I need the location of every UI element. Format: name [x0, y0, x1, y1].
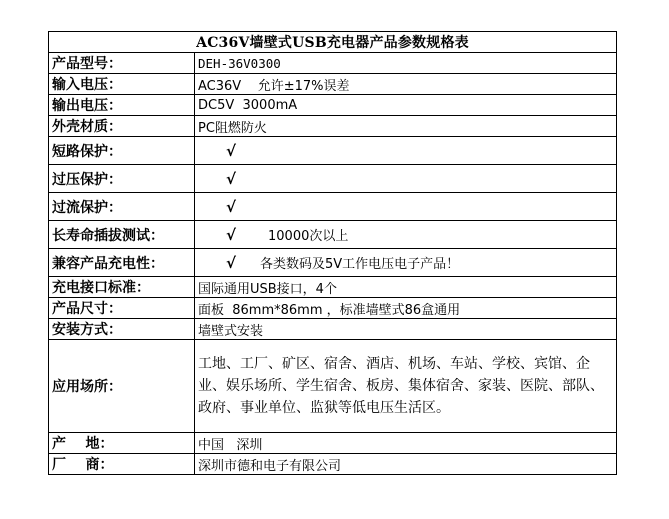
value-installation: 墙壁式安装: [195, 319, 617, 340]
check-mark-icon: √: [226, 254, 237, 272]
value-input-voltage-text: AC36V 允许±17%误差: [198, 78, 350, 94]
plug-life-test-text: 10000次以上: [268, 229, 349, 244]
value-short-circuit: [195, 137, 617, 165]
value-port-standard: 国际通用USB接口，4个: [195, 277, 617, 298]
table-row: [49, 53, 617, 74]
table-title: AC36V墙壁式USB充电器产品参数规格表: [49, 32, 617, 53]
table-row: [49, 116, 617, 137]
label-manufacturer: [49, 454, 195, 475]
check-mark-icon: √: [226, 226, 237, 244]
value-output-voltage: [195, 95, 617, 116]
spec-table: [48, 31, 617, 475]
value-dimensions-text: 面板 86mm*86mm ，标准墙壁式86盒通用: [198, 302, 461, 318]
value-output-voltage-text: DC5V 3000mA: [198, 97, 298, 113]
label-manufacturer-text: 厂 商：: [52, 457, 114, 473]
label-plug-life-test: 长寿命插拔测试：: [49, 221, 195, 249]
table-row: [49, 137, 617, 165]
label-output-voltage: 输出电压：: [49, 95, 195, 116]
table-row: [49, 165, 617, 193]
value-manufacturer: 深圳市德和电子有限公司: [195, 454, 617, 475]
table-row: [49, 95, 617, 116]
table-row: [49, 298, 617, 319]
table-row: [49, 340, 617, 433]
check-mark-icon: √: [226, 197, 237, 216]
table-row: [49, 319, 617, 340]
value-input-voltage: [195, 74, 617, 95]
value-housing-material: PC阻燃防火: [195, 116, 617, 137]
label-input-voltage: 输入电压：: [49, 74, 195, 95]
table-row: [49, 454, 617, 475]
check-mark-icon: √: [226, 169, 237, 188]
label-applications: 应用场所：: [49, 340, 195, 433]
table-row: [49, 433, 617, 454]
value-applications: 工地、工厂、矿区、宿舍、酒店、机场、车站、学校、宾馆、企业、娱乐场所、学生宿舍、板房、集体宿舍、家装、医院、部队、政府、事业单位、监狱等低电压生活区。: [195, 340, 617, 433]
label-origin-text: 产 地：: [52, 436, 114, 452]
label-compatibility: 兼容产品充电性：: [49, 249, 195, 277]
label-housing-material: 外壳材质：: [49, 116, 195, 137]
value-overvoltage: [195, 165, 617, 193]
label-overcurrent: 过流保护：: [49, 193, 195, 221]
label-short-circuit: 短路保护：: [49, 137, 195, 165]
value-origin: [195, 433, 617, 454]
label-origin: [49, 433, 195, 454]
check-mark-icon: √: [226, 141, 237, 160]
table-row: [49, 277, 617, 298]
label-model: 产品型号：: [49, 53, 195, 74]
value-origin-text: 中国 深圳: [198, 437, 263, 453]
value-plug-life-test: [195, 221, 617, 249]
value-overcurrent: [195, 193, 617, 221]
label-dimensions: 产品尺寸：: [49, 298, 195, 319]
table-row: [49, 221, 617, 249]
value-dimensions: [195, 298, 617, 319]
label-port-standard: 充电接口标准：: [49, 277, 195, 298]
table-row: [49, 249, 617, 277]
label-overvoltage: 过压保护：: [49, 165, 195, 193]
compatibility-text: 各类数码及5V工作电压电子产品！: [260, 257, 460, 272]
label-installation: 安装方式：: [49, 319, 195, 340]
table-row: [49, 193, 617, 221]
table-row: [49, 74, 617, 95]
value-compatibility: [195, 249, 617, 277]
value-model: DEH-36V0300: [195, 53, 617, 74]
